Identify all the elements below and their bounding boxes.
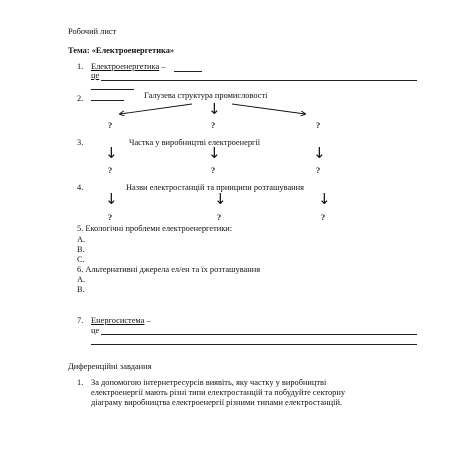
item-6-option-a: А. bbox=[77, 275, 86, 284]
item-1-number: 1. bbox=[77, 62, 84, 71]
answer-placeholder-3-center: ? bbox=[211, 166, 216, 175]
answer-placeholder-2-left: ? bbox=[108, 121, 113, 130]
item-7-answer-line-b bbox=[91, 344, 417, 345]
right-branch-arrow bbox=[232, 104, 305, 114]
item-7-term-text: Енергосистема bbox=[91, 316, 145, 325]
item-3-center-arrow: ↓ bbox=[208, 144, 221, 162]
item-2-number: 2. bbox=[77, 94, 84, 103]
item-4-left-arrow: ↓ bbox=[105, 190, 118, 208]
item-3-left-arrow: ↓ bbox=[105, 144, 118, 162]
item-5-option-b: В. bbox=[77, 245, 85, 254]
answer-placeholder-3-left: ? bbox=[108, 166, 113, 175]
item-1-continuation: це bbox=[91, 71, 100, 80]
diff-task-1-line-3: діаграму виробництва електроенергії різними типами електростанцій. bbox=[91, 398, 343, 407]
answer-placeholder-4-left: ? bbox=[108, 213, 113, 222]
diff-task-1-number: 1. bbox=[77, 378, 84, 387]
item-1-term-text: Електроенергетика bbox=[91, 62, 160, 71]
item-7-dash: – bbox=[144, 316, 151, 325]
answer-placeholder-2-center: ? bbox=[211, 121, 216, 130]
item-4-center-arrow: ↓ bbox=[214, 190, 227, 208]
item-6-option-b: В. bbox=[77, 285, 85, 294]
item-3-right-arrow: ↓ bbox=[313, 144, 326, 162]
diff-task-1-line-2: електроенергії мають різні типи електростанцій та побудуйте секторну bbox=[91, 388, 346, 397]
item-7-answer-line-a bbox=[101, 334, 417, 335]
item-5-option-a: А. bbox=[77, 235, 86, 244]
item-5-label: 5. Екологічні проблеми електроенергетики: bbox=[77, 224, 233, 233]
item-4-label: Назви електростанцій та принципи розташування bbox=[126, 183, 304, 192]
item-7-term bbox=[91, 316, 151, 326]
worksheet-title: Робочий лист bbox=[68, 27, 117, 36]
item-4-right-arrow: ↓ bbox=[318, 190, 331, 208]
item-7-number: 7. bbox=[77, 316, 84, 325]
center-down-arrow: ↓ bbox=[208, 100, 221, 118]
item-4-number: 4. bbox=[77, 183, 84, 192]
item-1-dash: – bbox=[159, 62, 166, 71]
item-3-label: Частка у виробництві електроенергії bbox=[129, 138, 261, 147]
answer-placeholder-3-right: ? bbox=[316, 166, 321, 175]
diff-task-1-line-1: За допомогою інтернетресурсів виявіть, яку частку у виробництві bbox=[91, 378, 327, 387]
item-7-continuation: це bbox=[91, 326, 100, 335]
diff-tasks-title: Диференційні завдання bbox=[68, 362, 152, 371]
item-3-number: 3. bbox=[77, 138, 84, 147]
answer-placeholder-4-center: ? bbox=[217, 213, 222, 222]
left-branch-arrow bbox=[120, 104, 192, 114]
item-5-option-c: С. bbox=[77, 255, 85, 264]
topic-heading: Тема: «Електроенергетика» bbox=[68, 46, 175, 55]
answer-placeholder-2-right: ? bbox=[316, 121, 321, 130]
answer-placeholder-4-right: ? bbox=[321, 213, 326, 222]
item-6-label: 6. Альтернативні джерела ел/ен та їх розташування bbox=[77, 265, 261, 274]
item-2-label: Галузева структура промисловості bbox=[144, 91, 268, 100]
